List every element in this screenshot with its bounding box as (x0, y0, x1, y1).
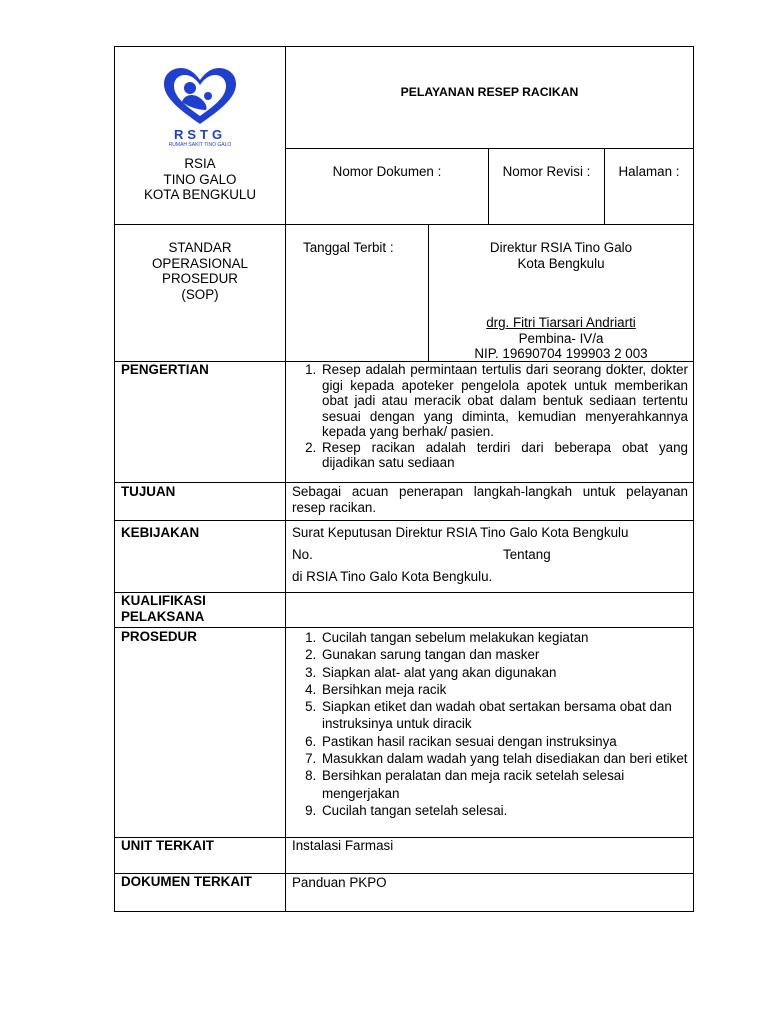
director-line2: Kota Bengkulu (517, 255, 605, 271)
sop-line3: PROSEDUR (162, 271, 238, 286)
tujuan-label: TUJUAN (121, 484, 176, 499)
page-label: Halaman : (618, 164, 680, 179)
hospital-logo (160, 66, 240, 156)
hospital-name-line2: TINO GALO (163, 171, 237, 187)
director-signature (429, 315, 693, 362)
director-title (429, 240, 693, 271)
kebijakan-line3: di RSIA Tino Galo Kota Bengkulu. (292, 569, 493, 584)
prosedur-content (290, 629, 688, 819)
logo-subtext: RUMAH SAKIT TINO GALO (168, 142, 232, 148)
dokumen-label: DOKUMEN TERKAIT (121, 874, 252, 889)
heart-mother-child-icon (160, 66, 240, 126)
director-name: drg. Fitri Tiarsari Andriarti (486, 315, 636, 330)
pengertian-label: PENGERTIAN (121, 362, 209, 377)
unit-label: UNIT TERKAIT (121, 838, 214, 853)
prosedur-item: 9. Cucilah tangan setelah selesai. (320, 802, 688, 819)
director-nip: NIP. 19690704 199903 2 003 (474, 346, 648, 361)
director-rank: Pembina- IV/a (518, 330, 604, 346)
document-title: PELAYANAN RESEP RACIKAN (400, 85, 579, 99)
doc-number-label: Nomor Dokumen : (332, 164, 442, 179)
sop-line2: OPERASIONAL (152, 255, 248, 271)
kualifikasi-line1: KUALIFIKASI (121, 593, 206, 608)
prosedur-item: 5. Siapkan etiket dan wadah obat sertakan bersama obat dan instruksinya untuk diracik (320, 698, 688, 733)
dokumen-text: Panduan PKPO (292, 875, 387, 890)
tujuan-text: Sebagai acuan penerapan langkah-langkah untuk pelayanan resep racikan. (292, 484, 688, 515)
pengertian-item: 1. Resep adalah permintaan tertulis dari seorang dokter, dokter gigi kepada apoteker pengelola apotek untuk memberikan obat jadi atau meracik obat dalam bentuk sediaan tertentu sesuai dengan yang diminta, kemudian menyerahkannya kepada yang berhak/ pasien. (320, 362, 688, 440)
prosedur-item: 4. Bersihkan meja racik (320, 681, 688, 698)
prosedur-item: 2. Gunakan sarung tangan dan masker (320, 646, 688, 663)
logo-text: RSTG (173, 127, 227, 142)
prosedur-item: 8. Bersihkan peralatan dan meja racik setelah selesai mengerjakan (320, 767, 688, 802)
director-line1: Direktur RSIA Tino Galo (489, 240, 633, 255)
issue-date-label: Tanggal Terbit : (303, 240, 394, 255)
prosedur-item: 1. Cucilah tangan sebelum melakukan kegiatan (320, 629, 688, 646)
prosedur-item: 6. Pastikan hasil racikan sesuai dengan instruksinya (320, 733, 688, 750)
kebijakan-no: No. (292, 547, 313, 562)
sop-line4: (SOP) (181, 286, 219, 302)
kualifikasi-label (121, 593, 206, 624)
prosedur-label: PROSEDUR (121, 629, 197, 644)
kebijakan-tentang: Tentang (503, 547, 551, 562)
prosedur-item: 3. Siapkan alat- alat yang akan digunakan (320, 664, 688, 681)
kebijakan-line1: Surat Keputusan Direktur RSIA Tino Galo Kota Bengkulu (292, 525, 629, 540)
kebijakan-content (292, 525, 690, 584)
pengertian-item: 2. Resep racikan adalah terdiri dari beberapa obat yang dijadikan satu sediaan (320, 440, 688, 471)
hospital-name-line3: KOTA BENGKULU (143, 187, 257, 202)
revision-label: Nomor Revisi : (502, 164, 591, 179)
hospital-name-line1: RSIA (184, 156, 216, 171)
sop-label (115, 240, 285, 302)
prosedur-item: 7. Masukkan dalam wadah yang telah disediakan dan beri etiket (320, 750, 688, 767)
kualifikasi-line2: PELAKSANA (121, 608, 205, 624)
kebijakan-line2 (292, 547, 690, 569)
hospital-name (115, 156, 285, 203)
pengertian-content (290, 362, 688, 471)
unit-text: Instalasi Farmasi (292, 838, 394, 853)
kebijakan-label: KEBIJAKAN (121, 525, 200, 540)
sop-line1: STANDAR (168, 240, 232, 255)
